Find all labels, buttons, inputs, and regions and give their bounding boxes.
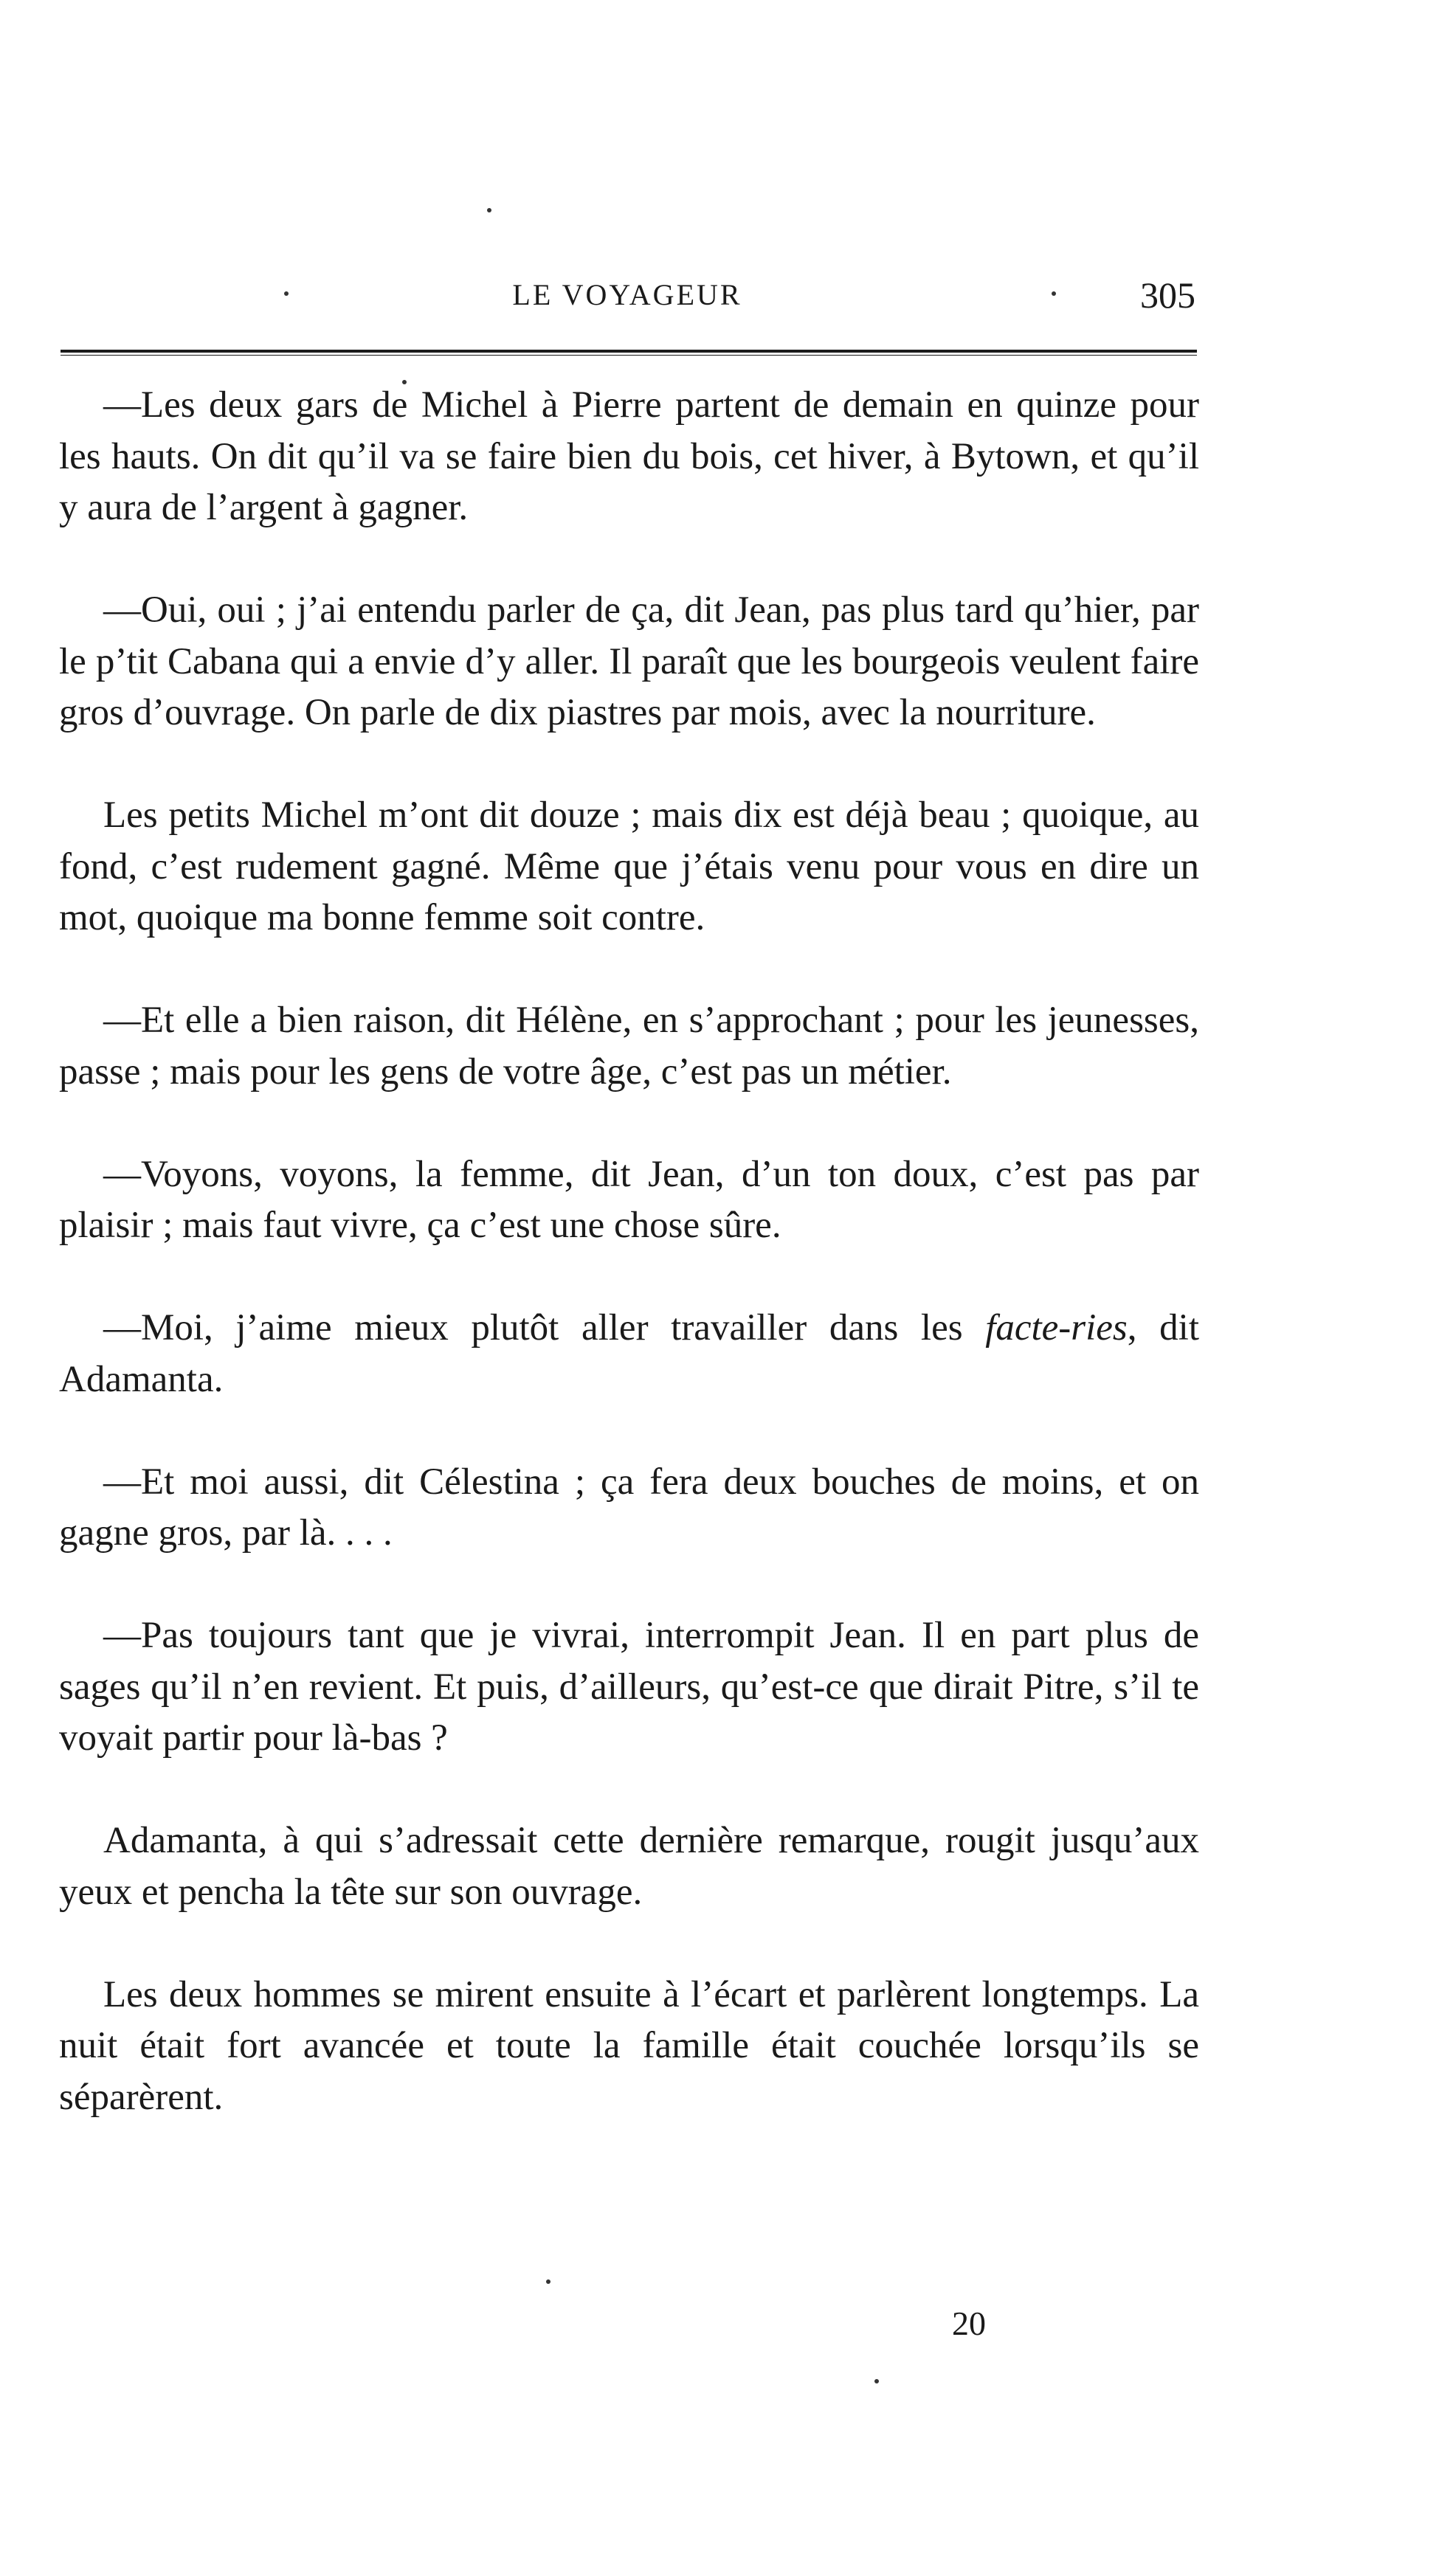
page-title: LE VOYAGEUR: [512, 278, 742, 311]
print-speck: [402, 380, 407, 384]
print-speck: [874, 2379, 879, 2383]
paragraph: —Voyons, voyons, la femme, dit Jean, d’un ton doux, c’est pas par plaisir ; mais faut vivre, ça c’est une chose sûre.: [59, 1153, 1199, 1246]
body-text: [59, 380, 1199, 2123]
paragraph: —Oui, oui ; j’ai entendu parler de ça, dit Jean, pas plus tard qu’hier, par le p’tit Cabana qui a envie d’y aller. Il paraît que les bourgeois veulent faire gros d’ouvrage. On parle de dix piastres par mois, avec la nourriture.: [59, 589, 1199, 733]
italic-word: facte-ries: [985, 1307, 1128, 1348]
header-rule: [61, 350, 1197, 353]
paragraph-text: , dit Adamanta.: [59, 1307, 1199, 1400]
running-head: [59, 266, 1195, 325]
page-number: 305: [1140, 274, 1195, 316]
paragraph: Adamanta, à qui s’adressait cette dernière remarque, rougit jusqu’aux yeux et pencha la tête sur son ouvrage.: [59, 1820, 1199, 1913]
print-speck: [487, 208, 491, 212]
signature-mark: 20: [952, 2305, 986, 2342]
paragraph: —Et moi aussi, dit Célestina ; ça fera deux bouches de moins, et on gagne gros, par là. . . .: [59, 1461, 1199, 1554]
paragraph: [59, 1303, 1199, 1405]
print-speck: [1052, 291, 1056, 296]
print-speck: [284, 291, 289, 296]
header-rule-thin: [61, 355, 1197, 356]
print-speck: [546, 2279, 551, 2284]
paragraph: Les deux hommes se mirent ensuite à l’écart et parlèrent longtemps. La nuit était fort avancée et toute la famille était couchée lorsqu’ils se séparèrent.: [59, 1973, 1199, 2118]
paragraph: —Les deux gars de Michel à Pierre partent de demain en quinze pour les hauts. On dit qu’il va se faire bien du bois, cet hiver, à Bytown, et qu’il y aura de l’argent à gagner.: [59, 384, 1199, 528]
paragraph-text: —Moi, j’aime mieux plutôt aller travailler dans les: [103, 1307, 986, 1348]
paragraph: —Et elle a bien raison, dit Hélène, en s’approchant ; pour les jeunesses, passe ; mais pour les gens de votre âge, c’est pas un métier.: [59, 1000, 1199, 1093]
paragraph: —Pas toujours tant que je vivrai, interrompit Jean. Il en part plus de sages qu’il n’en revient. Et puis, d’ailleurs, qu’est-ce que dirait Pitre, s’il te voyait partir pour là-bas ?: [59, 1615, 1199, 1759]
paragraph: Les petits Michel m’ont dit douze ; mais dix est déjà beau ; quoique, au fond, c’est rudement gagné. Même que j’étais venu pour vous en dire un mot, quoique ma bonne femme soit contre.: [59, 794, 1199, 938]
